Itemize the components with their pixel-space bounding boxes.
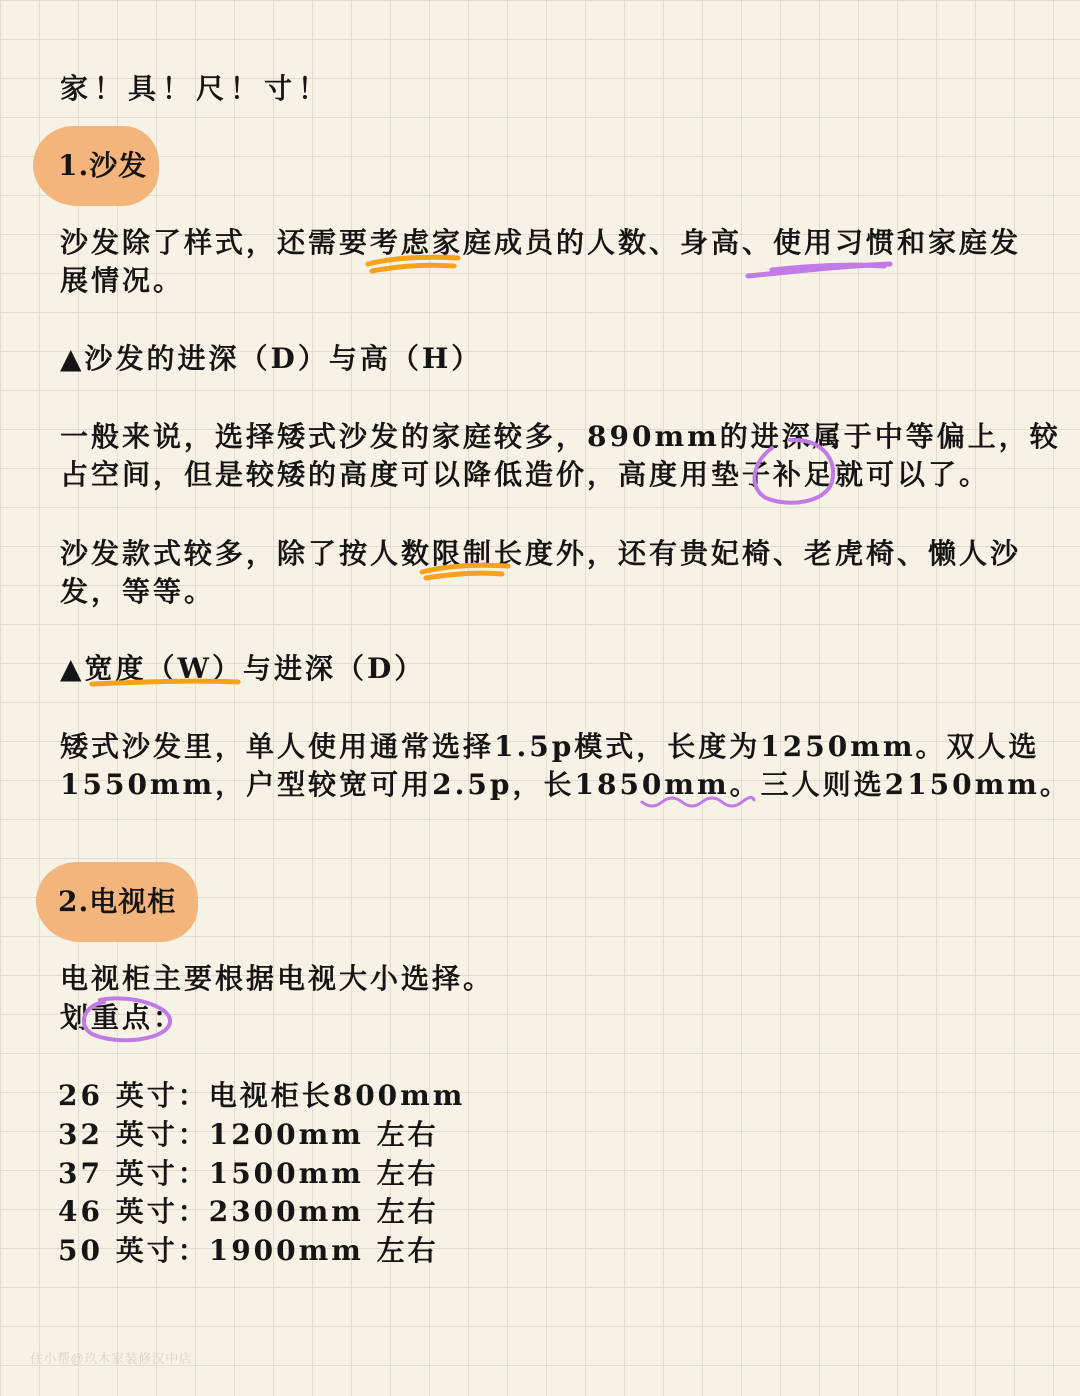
watermark-text: 住小帮@玖木家装修汉中店: [30, 1351, 193, 1366]
depth-paragraph-line-1: 一般来说，选择矮式沙发的家庭较多，890mm的进深属于中等偏上，较: [60, 420, 1061, 453]
depth-paragraph-line-2: 占空间，但是较矮的高度可以降低造价，高度用垫子补足就可以了。: [60, 458, 991, 491]
size-list-item: 32 英寸：1200mm 左右: [58, 1118, 439, 1151]
size-list-item: 50 英寸：1900mm 左右: [58, 1234, 439, 1267]
page-title: 家！具！尺！寸！: [60, 72, 333, 105]
size-list-item: 26 英寸：电视柜长800mm: [58, 1079, 466, 1112]
sofa-intro-line-2: 展情况。: [60, 264, 185, 297]
size-list-item: 46 英寸：2300mm 左右: [58, 1195, 439, 1228]
section-1-heading: 1.沙发: [58, 149, 148, 182]
subheading-width-depth: ▲宽度（W）与进深（D）: [60, 652, 426, 685]
subheading-depth-height: ▲沙发的进深（D）与高（H）: [60, 342, 483, 375]
key-points-label: 划重点：: [60, 1001, 185, 1034]
width-paragraph-line-1: 矮式沙发里，单人使用通常选择1.5p模式，长度为1250mm。双人选: [60, 730, 1040, 763]
size-list-item: 37 英寸：1500mm 左右: [58, 1157, 439, 1190]
tv-cabinet-intro: 电视柜主要根据电视大小选择。: [60, 962, 495, 995]
styles-paragraph-line-2: 发，等等。: [60, 575, 216, 608]
styles-paragraph-line-1: 沙发款式较多，除了按人数限制长度外，还有贵妃椅、老虎椅、懒人沙: [60, 537, 1022, 570]
sofa-intro-line-1: 沙发除了样式，还需要考虑家庭成员的人数、身高、使用习惯和家庭发: [60, 226, 1022, 259]
section-2-heading: 2.电视柜: [58, 885, 177, 918]
width-paragraph-line-2: 1550mm，户型较宽可用2.5p，长1850mm。三人则选2150mm。: [60, 768, 1071, 801]
purple-underline-habits: [748, 264, 890, 276]
